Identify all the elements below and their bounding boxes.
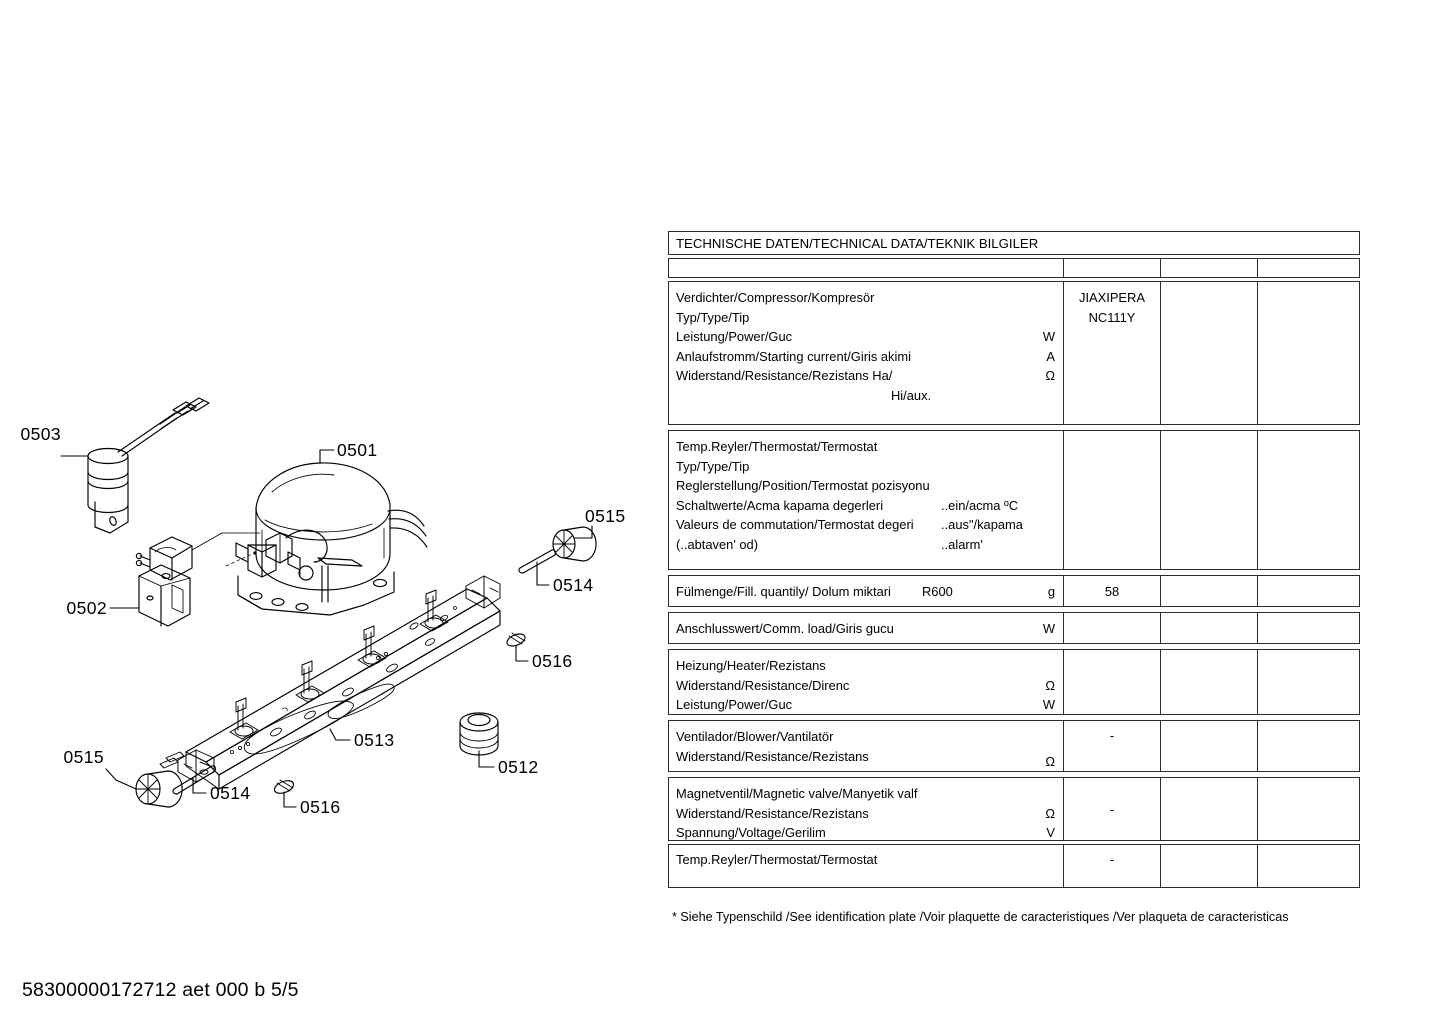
heater-value-col1 — [1063, 650, 1160, 714]
connected-load-line — [676, 619, 1063, 639]
connected-load-value-col2 — [1160, 613, 1257, 643]
heater-unit-w: W — [1042, 697, 1055, 713]
callout-label-0512: 0512 — [498, 757, 539, 777]
fill-value-col3 — [1257, 576, 1358, 606]
thermostat-marker-ein: ..ein/acma ºC — [941, 497, 1019, 513]
compressor-line-4-text: Widerstand/Resistance/Rezistans Ha/ — [676, 368, 893, 384]
connected-load-label: Anschlusswert/Comm. load/Giris gucu — [676, 621, 894, 636]
heater-line-0: Heizung/Heater/Rezistans — [676, 658, 826, 673]
fill-label: Fülmenge/Fill. quantily/ Dolum miktari — [676, 584, 891, 599]
callout-label-0516-left: 0516 — [300, 797, 341, 817]
fill-unit: g — [1047, 584, 1055, 599]
magnetic-valve-value-col3 — [1257, 778, 1358, 840]
thermostat-line-5 — [676, 535, 1063, 555]
row-fill-quantity — [668, 575, 1360, 607]
exploded-parts-diagram — [0, 380, 660, 850]
column-header-label — [669, 259, 1063, 277]
fill-value-text: 58 — [1104, 583, 1120, 599]
table-column-header-row — [668, 258, 1360, 278]
thermostat-bottom-value-col1 — [1063, 845, 1160, 887]
magnetic-valve-value-col2 — [1160, 778, 1257, 840]
compressor-part-0501 — [236, 463, 427, 615]
compressor-model: NC111Y — [1088, 309, 1136, 325]
fill-value-col1 — [1063, 576, 1160, 606]
callout-label-0501: 0501 — [337, 440, 378, 460]
heater-value-col2 — [1160, 650, 1257, 714]
thermostat-bottom-label: Temp.Reyler/Thermostat/Termostat — [676, 852, 878, 867]
magnetic-valve-unit-ohm: Ω — [1045, 805, 1055, 821]
row-thermostat — [668, 430, 1360, 570]
row-compressor — [668, 281, 1360, 425]
heater-line-2-text: Leistung/Power/Guc — [676, 697, 793, 713]
magnetic-valve-unit-v: V — [1046, 825, 1055, 841]
technical-data-table — [668, 231, 1360, 888]
compressor-value-col2 — [1160, 282, 1257, 424]
column-header-3 — [1257, 259, 1358, 277]
table-footnote: * Siehe Typenschild /See identification plate /Voir plaquette de caracteristiques /Ver plaqueta de caracteristicas — [672, 910, 1289, 924]
heater-line-2 — [676, 695, 1063, 715]
compressor-line-1: Typ/Type/Tip — [676, 309, 750, 325]
row-blower — [668, 720, 1360, 772]
callout-label-0514-right: 0514 — [553, 575, 594, 595]
thermostat-line-1: Typ/Type/Tip — [676, 458, 750, 474]
magnetic-valve-line-1 — [676, 804, 1063, 824]
compressor-line-2 — [676, 327, 1063, 347]
table-title-row — [668, 231, 1360, 255]
bush-part-0515-left — [136, 771, 182, 807]
blower-line-1 — [676, 747, 1063, 767]
callout-label-0516-right: 0516 — [532, 651, 573, 671]
connected-load-value-col3 — [1257, 613, 1358, 643]
callout-label-0513: 0513 — [354, 730, 395, 750]
heater-labels — [669, 650, 1063, 714]
callout-leader-lines — [61, 450, 592, 807]
magnetic-valve-line-2 — [676, 823, 1063, 843]
heater-unit-ohm: Ω — [1045, 677, 1055, 693]
magnetic-valve-line-0: Magnetventil/Magnetic valve/Manyetik valf — [676, 786, 918, 801]
compressor-unit-w: W — [1042, 329, 1055, 345]
blower-unit-ohm: Ω — [1045, 753, 1055, 769]
thermostat-line-4-text: Valeurs de commutation/Termostat degeri — [676, 517, 914, 533]
callout-label-0515-left: 0515 — [63, 747, 104, 767]
magnetic-valve-value-text: - — [1109, 801, 1115, 817]
blower-labels — [669, 721, 1063, 771]
thermostat-bottom-value-text: - — [1109, 852, 1115, 867]
column-header-1 — [1063, 259, 1160, 277]
fill-labels — [669, 576, 1063, 606]
relay-part-0502 — [136, 533, 260, 626]
compressor-unit-ohm: Ω — [1045, 368, 1055, 384]
mounting-rail-part-0513 — [160, 576, 500, 789]
compressor-line-2-text: Leistung/Power/Guc — [676, 329, 793, 345]
compressor-line-hi-aux: Hi/aux. — [891, 387, 932, 403]
compressor-labels — [669, 282, 1063, 424]
document-footer-code: 58300000172712 aet 000 b 5/5 — [22, 979, 299, 1001]
callout-label-0515-right: 0515 — [585, 506, 626, 526]
compressor-line-0: Verdichter/Compressor/Kompresör — [676, 290, 875, 305]
thermostat-labels — [669, 431, 1063, 569]
compressor-unit-a: A — [1046, 348, 1055, 364]
table-title: TECHNISCHE DATEN/TECHNICAL DATA/TEKNIK BILGILER — [676, 235, 1039, 251]
connected-load-unit: W — [1042, 621, 1055, 636]
fill-refrigerant: R600 — [922, 584, 953, 599]
column-header-2 — [1160, 259, 1257, 277]
callout-label-0503: 0503 — [20, 424, 61, 444]
thermostat-line-2: Reglerstellung/Position/Termostat pozisyonu — [676, 478, 930, 494]
thermostat-marker-alarm: ..alarm' — [941, 536, 983, 552]
fill-value-col2 — [1160, 576, 1257, 606]
thermostat-bottom-value-col2 — [1160, 845, 1257, 887]
row-connected-load — [668, 612, 1360, 644]
blower-line-1-text: Widerstand/Resistance/Rezistans — [676, 748, 869, 764]
callout-label-0514-left: 0514 — [210, 783, 251, 803]
capacitor-part-0503 — [88, 398, 209, 533]
thermostat-bottom-labels — [669, 845, 1063, 887]
compressor-line-3-text: Anlaufstromm/Starting current/Giris akimi — [676, 348, 911, 364]
row-heater — [668, 649, 1360, 715]
blower-value-text: - — [1109, 728, 1115, 743]
connected-load-value-col1 — [1063, 613, 1160, 643]
compressor-line-4 — [676, 366, 1063, 386]
thermostat-value-col2 — [1160, 431, 1257, 569]
magnetic-valve-line-2-text: Spannung/Voltage/Gerilim — [676, 825, 826, 841]
blower-line-0: Ventilador/Blower/Vantilatör — [676, 729, 834, 744]
row-magnetic-valve — [668, 777, 1360, 841]
compressor-brand: JIAXIPERA — [1079, 290, 1145, 305]
bush-part-0515-right — [553, 527, 596, 561]
blower-value-col3 — [1257, 721, 1358, 771]
thermostat-value-col3 — [1257, 431, 1358, 569]
magnetic-valve-line-1-text: Widerstand/Resistance/Rezistans — [676, 805, 869, 821]
thermostat-line-3 — [676, 496, 1063, 516]
heater-value-col3 — [1257, 650, 1358, 714]
grommet-part-0512 — [460, 713, 498, 755]
fill-line — [676, 582, 1063, 602]
thermostat-line-4 — [676, 515, 1063, 535]
heater-line-1 — [676, 676, 1063, 696]
blower-value-col2 — [1160, 721, 1257, 771]
compressor-value-col1 — [1063, 282, 1160, 424]
magnetic-valve-value-col1 — [1063, 778, 1160, 840]
thermostat-value-col1 — [1063, 431, 1160, 569]
heater-line-1-text: Widerstand/Resistance/Direnc — [676, 677, 850, 693]
thermostat-marker-aus: ..aus"/kapama — [941, 517, 1023, 533]
thermostat-bottom-value-col3 — [1257, 845, 1358, 887]
callout-label-0502: 0502 — [66, 598, 107, 618]
blower-value-col1 — [1063, 721, 1160, 771]
thermostat-line-3-text: Schaltwerte/Acma kapama degerleri — [676, 497, 884, 513]
magnetic-valve-labels — [669, 778, 1063, 840]
thermostat-line-0: Temp.Reyler/Thermostat/Termostat — [676, 439, 878, 454]
connected-load-labels — [669, 613, 1063, 643]
row-thermostat-bottom — [668, 844, 1360, 888]
compressor-line-3 — [676, 347, 1063, 367]
compressor-value-col3 — [1257, 282, 1358, 424]
thermostat-line-5-text: (..abtaven' od) — [676, 536, 759, 552]
